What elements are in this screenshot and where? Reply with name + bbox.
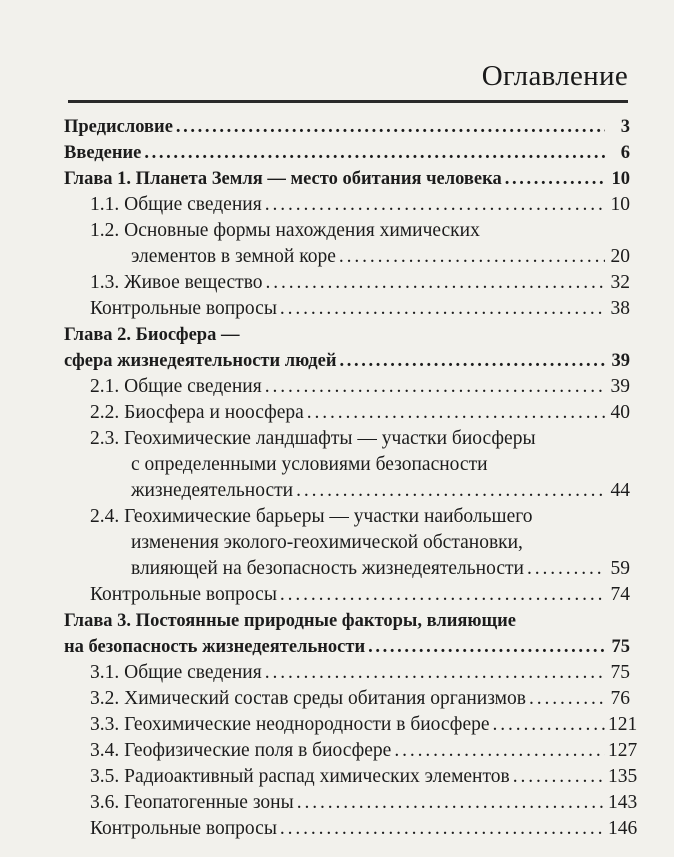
dot-leader [368, 634, 605, 660]
toc-entry[interactable] [64, 738, 638, 764]
toc-entry-text: сфера жизнедеятельности людей [64, 351, 337, 371]
toc-entry-text: 3.4. Геофизические поля в биосфере [90, 740, 392, 761]
toc-entry[interactable] [64, 686, 630, 712]
page-number: 39 [610, 376, 630, 397]
page-number: 3 [620, 117, 630, 137]
toc-entry[interactable] [64, 816, 638, 842]
page-title: Оглавление [481, 60, 628, 92]
page-number: 20 [610, 246, 630, 267]
page-number: 39 [611, 351, 630, 371]
toc-entry[interactable] [64, 660, 630, 686]
toc-entry-text: 1.1. Общие сведения [90, 194, 262, 215]
dot-leader [176, 114, 605, 140]
toc-entry-text: элементов в земной коре [131, 246, 336, 267]
dot-leader [265, 192, 605, 218]
toc-entry-text: Предисловие [64, 117, 173, 137]
page-number: 44 [610, 480, 630, 501]
title-underline [68, 100, 628, 103]
dot-leader [280, 296, 605, 322]
toc-entry-text: 2.4. Геохимические барьеры — участки наибольшего [90, 506, 533, 527]
dot-leader [280, 816, 605, 842]
dot-leader [394, 738, 605, 764]
page-number: 146 [608, 818, 638, 839]
toc-entry[interactable] [64, 426, 630, 504]
table-of-contents [64, 114, 638, 842]
dot-leader [144, 140, 605, 166]
page-number: 135 [608, 766, 638, 787]
toc-entry[interactable] [64, 140, 630, 166]
dot-leader [296, 478, 605, 504]
toc-entry[interactable] [64, 192, 630, 218]
page-number: 59 [610, 558, 630, 579]
toc-entry-text: Контрольные вопросы [90, 584, 277, 605]
dot-leader [307, 400, 605, 426]
toc-entry-text: 3.5. Радиоактивный распад химических элементов [90, 766, 510, 787]
toc-entry-text: Глава 2. Биосфера — [64, 325, 240, 345]
toc-entry-text: 2.3. Геохимические ландшафты — участки биосферы [90, 428, 536, 449]
toc-entry[interactable] [64, 374, 630, 400]
toc-entry[interactable] [64, 504, 630, 582]
toc-entry[interactable] [64, 790, 638, 816]
page-number: 127 [608, 740, 638, 761]
toc-entry[interactable] [64, 114, 630, 140]
toc-entry[interactable] [64, 712, 638, 738]
toc-entry-text: Глава 1. Планета Земля — место обитания человека [64, 169, 502, 189]
toc-entry-text: 3.1. Общие сведения [90, 662, 262, 683]
page-number: 143 [608, 792, 638, 813]
dot-leader [527, 556, 605, 582]
dot-leader [265, 660, 605, 686]
page-number: 10 [611, 169, 630, 189]
page-number: 38 [610, 298, 630, 319]
page-number: 10 [610, 194, 630, 215]
toc-entry[interactable] [64, 322, 630, 374]
page-number: 40 [610, 402, 630, 423]
toc-entry-text: Введение [64, 143, 142, 163]
toc-entry-text: 2.1. Общие сведения [90, 376, 262, 397]
dot-leader [340, 348, 606, 374]
page-number: 121 [608, 714, 638, 735]
toc-entry-text: изменения эколого-геохимической обстановки, [131, 532, 523, 553]
toc-entry-text: 3.2. Химический состав среды обитания организмов [90, 688, 526, 709]
page-number: 74 [610, 584, 630, 605]
dot-leader [513, 764, 605, 790]
dot-leader [297, 790, 605, 816]
toc-entry-text: жизнедеятельности [131, 480, 294, 501]
dot-leader [529, 686, 605, 712]
toc-entry-text: с определенными условиями безопасности [131, 454, 488, 475]
toc-entry-text: Контрольные вопросы [90, 298, 277, 319]
toc-entry-text: Контрольные вопросы [90, 818, 277, 839]
toc-entry[interactable] [64, 218, 630, 270]
toc-entry[interactable] [64, 166, 630, 192]
toc-entry[interactable] [64, 582, 630, 608]
toc-entry[interactable] [64, 296, 630, 322]
toc-entry[interactable] [64, 764, 638, 790]
page-number: 76 [610, 688, 630, 709]
toc-entry[interactable] [64, 608, 630, 660]
page-number: 32 [610, 272, 630, 293]
toc-entry-text: Глава 3. Постоянные природные факторы, влияющие [64, 611, 516, 631]
toc-entry-text: влияющей на безопасность жизнедеятельности [131, 558, 524, 579]
page-number: 75 [611, 637, 630, 657]
toc-entry-text: на безопасность жизнедеятельности [64, 637, 366, 657]
toc-entry-text: 3.6. Геопатогенные зоны [90, 792, 294, 813]
page-number: 6 [620, 143, 630, 163]
toc-entry[interactable] [64, 400, 630, 426]
page-number: 75 [610, 662, 630, 683]
toc-entry[interactable] [64, 270, 630, 296]
dot-leader [339, 244, 605, 270]
dot-leader [266, 270, 605, 296]
dot-leader [280, 582, 605, 608]
toc-entry-text: 3.3. Геохимические неоднородности в биосфере [90, 714, 490, 735]
dot-leader [505, 166, 605, 192]
toc-entry-text: 1.2. Основные формы нахождения химических [90, 220, 480, 241]
toc-entry-text: 1.3. Живое вещество [90, 272, 263, 293]
dot-leader [493, 712, 605, 738]
toc-entry-text: 2.2. Биосфера и ноосфера [90, 402, 304, 423]
dot-leader [265, 374, 605, 400]
